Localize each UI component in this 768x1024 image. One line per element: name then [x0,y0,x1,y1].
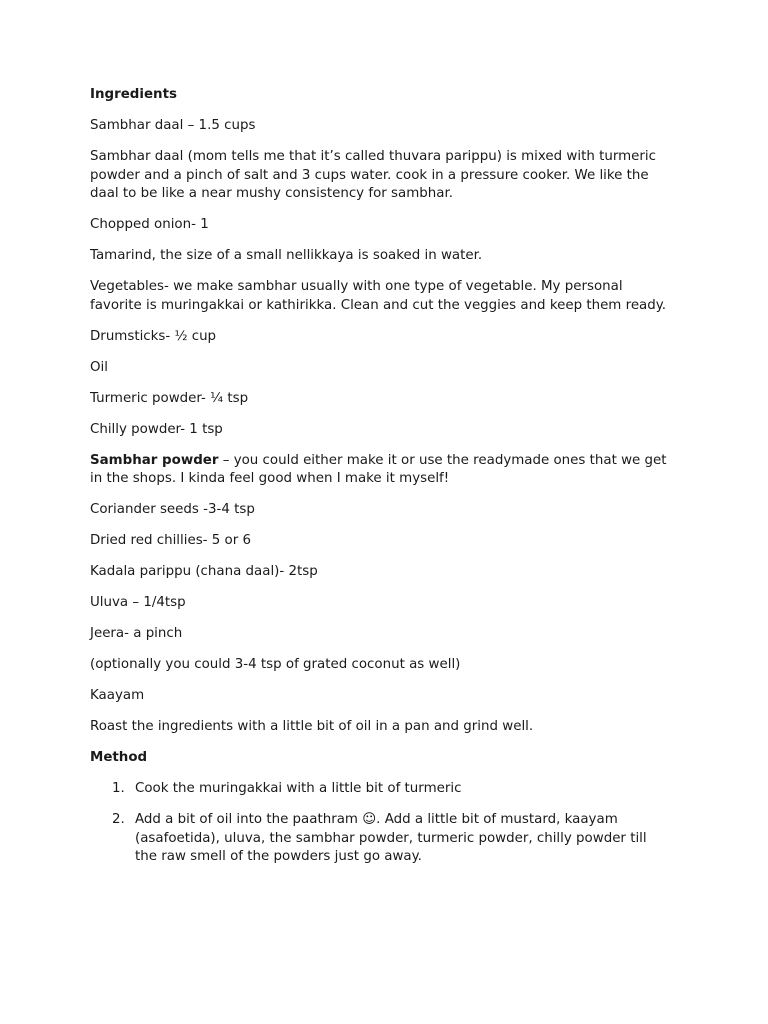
ingredient-drumsticks: Drumsticks- ½ cup [90,328,217,344]
method-step [90,780,670,799]
powder-ingredient-kadala-parippu: Kadala parippu (chana daal)- 2tsp [90,564,318,580]
sambhar-powder-label: Sambhar powder [90,452,219,468]
ingredient-oil: Oil [90,359,108,375]
method-step-text: Cook the muringakkai with a little bit of turmeric [135,781,462,797]
sambhar-powder-text: – you could either make it or use the readymade ones that we get in the shops. I kinda feel good when I make it myself! [90,452,667,487]
method-step-number: 1. [112,781,125,797]
roast-instruction: Roast the ingredients with a little bit of oil in a pan and grind well. [90,719,534,735]
method-step-text: Add a bit of oil into the paathram ☺. Add a little bit of mustard, kaayam (asafoetida), uluva, the sambhar powder, turmeric powder, chilly powder till the raw smell of the powders just go away. [135,812,647,865]
ingredients-heading: Ingredients [90,87,177,102]
powder-ingredient-coriander: Coriander seeds -3-4 tsp [90,502,255,518]
ingredient-tamarind: Tamarind, the size of a small nellikkaya is soaked in water. [90,248,483,264]
ingredient-chilly-powder: Chilly powder- 1 tsp [90,421,223,437]
ingredient-sambhar-daal: Sambhar daal – 1.5 cups [90,117,256,133]
powder-ingredient-coconut-note: (optionally you could 3-4 tsp of grated coconut as well) [90,657,461,673]
method-step-number: 2. [112,812,125,828]
powder-ingredient-red-chillies: Dried red chillies- 5 or 6 [90,533,252,549]
powder-ingredient-jeera: Jeera- a pinch [90,626,183,642]
method-steps-list [90,780,670,867]
document-content [90,86,670,879]
ingredient-turmeric-powder: Turmeric powder- ¼ tsp [90,390,249,406]
daal-preparation-note: Sambhar daal (mom tells me that it’s called thuvara parippu) is mixed with turmeric powder and a pinch of salt and 3 cups water. cook in a pressure cooker. We like the daal to be like a near mushy consistency for sambhar. [90,148,656,202]
method-step [90,811,670,867]
ingredient-chopped-onion: Chopped onion- 1 [90,217,209,233]
powder-ingredient-kaayam: Kaayam [90,688,145,704]
sambhar-powder-paragraph [90,452,670,489]
powder-ingredient-uluva: Uluva – 1/4tsp [90,595,186,611]
method-heading: Method [90,750,148,766]
vegetables-note: Vegetables- we make sambhar usually with one type of vegetable. My personal favorite is muringakkai or kathirikka. Clean and cut the veggies and keep them ready. [90,279,667,313]
